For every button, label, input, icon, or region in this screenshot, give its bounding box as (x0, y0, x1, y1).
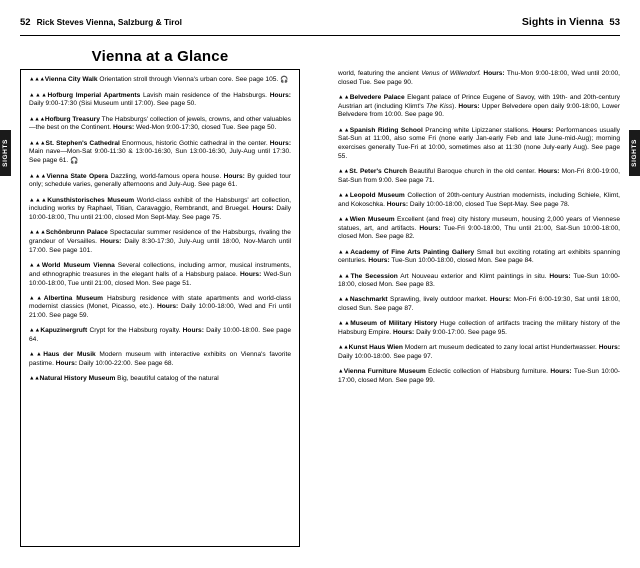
rating-stars: ▲▲ (338, 273, 351, 280)
list-item (338, 296, 620, 314)
sight-name: St. Peter's Church (349, 168, 408, 176)
list-item (29, 140, 291, 167)
hours-label: Hours: (419, 224, 441, 232)
hours-value: Wed-Mon 9:00-17:30, closed Tue. See page 50. (134, 124, 277, 132)
sight-name: Schönbrunn Palace (45, 229, 108, 237)
side-tab-right-label: SIGHTS (631, 139, 638, 167)
sight-description: Enormous, historic Gothic cathedral in the center. (119, 139, 270, 147)
hours-label: Hours: (483, 70, 505, 77)
hours-value: Tue-Fri 9:00-18:00, Thu until 21:00, Sat-Sun 10:00-18:00, closed Mon. See page 82. (338, 224, 620, 241)
audio-tour-icon: 🎧 (70, 157, 79, 165)
list-item (338, 273, 620, 291)
list-item (29, 76, 291, 85)
rating-stars: ▲▲ (29, 375, 40, 382)
rating-stars: ▲▲ (338, 344, 349, 351)
folio-left: 52 (20, 17, 31, 28)
sight-description: Big, beautiful catalog of the natural (115, 375, 219, 383)
rating-stars: ▲▲▲ (29, 116, 45, 123)
list-item (29, 92, 291, 110)
hours-value: Tue-Sun 10:00-17:00, closed Mon. See page 99. (338, 368, 620, 384)
list-item (338, 368, 620, 386)
book-title: Rick Steves Vienna, Salzburg & Tirol (36, 17, 182, 27)
list-item (338, 70, 620, 88)
rating-stars: ▲▲▲ (29, 229, 46, 236)
list-item (338, 249, 620, 267)
side-tab-left-sights (0, 130, 11, 176)
running-head-right (522, 16, 620, 28)
rating-stars: ▲▲▲ (29, 76, 45, 83)
list-item (338, 320, 620, 338)
hours-label: Hours: (458, 102, 480, 110)
sight-description-cont: ). (452, 102, 459, 110)
hours-label: Hours: (549, 272, 571, 280)
sight-name: Hofburg Treasury (44, 115, 100, 123)
running-head-left (20, 17, 182, 28)
sight-description: Lavish main residence of the Habsburgs. (140, 91, 270, 99)
page-title: Vienna at a Glance (91, 48, 229, 65)
list-item (29, 375, 291, 384)
hours-label: Hours: (538, 168, 560, 176)
hours-value: Daily 10:00-18:00, Wed and Fri until 21:00. See page 59. (29, 303, 291, 320)
sight-name: Vienna State Opera (46, 172, 109, 180)
hours-value: Performances usually Sat-Sun at 11:00, also some Fri (none early Jan-early Feb and late June-mid-Aug); morning exercises generally Tue-Fri at 10:00, sometimes also at 11:30 (none July-early Aug). See page 55. (338, 126, 620, 160)
rating-stars: ▲▲ (29, 327, 41, 334)
list-item (338, 216, 620, 242)
sight-name: Kunsthistorisches Museum (47, 196, 135, 204)
side-tab-right-sights (629, 130, 640, 176)
list-item (29, 173, 291, 191)
sight-description: Habsburg residence with state apartments and world-class modernist classics (Monet, Picasso, etc.). (29, 294, 291, 311)
rating-stars: ▲▲ (29, 295, 44, 302)
rating-stars: ▲▲▲ (29, 140, 46, 146)
hours-value: Wed-Sun 10:00-18:00, Tue until 21:00, closed Mon. See page 51. (29, 270, 292, 287)
sight-description: Elegant palace of Prince Eugene of Savoy, with 19th- and 20th-century Austrian art (including Klimt's (338, 93, 620, 110)
rating-stars: ▲▲ (338, 127, 350, 134)
sight-name: Vienna City Walk (44, 76, 98, 83)
sight-name: Museum of Military History (350, 320, 438, 328)
list-item (338, 168, 620, 186)
hours-label: Hours: (368, 257, 390, 265)
rating-stars: ▲ (338, 368, 344, 375)
rating-stars: ▲▲ (29, 262, 42, 269)
rating-stars: ▲▲ (338, 216, 350, 223)
sight-name: Naschmarkt (349, 296, 388, 304)
rating-stars: ▲▲ (338, 249, 351, 256)
chapter-title: Sights in Vienna (521, 16, 604, 28)
list-item (29, 229, 291, 255)
sight-description: Dazzling, world-famous opera house. (108, 172, 224, 180)
folio-right: 53 (609, 17, 620, 28)
sight-name: World Museum Vienna (41, 261, 115, 269)
rating-stars: ▲▲ (338, 192, 350, 199)
sight-name: Haus der Musik (43, 351, 96, 359)
sight-name: Albertina Museum (43, 294, 104, 302)
hours-value: Daily 10:00-18:00, Thu until 21:00, closed Mon Sept-May. See page 75. (29, 205, 291, 222)
sight-name: Academy of Fine Arts Painting Gallery (350, 248, 475, 256)
hours-value: Daily 9:00-17:30 (Sisi Museum until 17:00). See page 50. (29, 100, 197, 108)
rating-stars: ▲▲▲ (29, 173, 47, 180)
rating-stars: ▲▲ (29, 351, 44, 358)
rating-stars: ▲▲▲ (29, 197, 48, 204)
header-divider (20, 35, 620, 36)
sight-description: Excellent (and free) city history museum, housing 2,000 years of Viennese statues, art, and artifacts. (338, 215, 620, 232)
hours-value: Daily 10:00-22:00. See page 68. (77, 360, 174, 368)
rating-stars: ▲▲ (338, 94, 350, 101)
sight-description: Eclectic collection of Habsburg furniture. (425, 368, 551, 376)
sight-description: Collection of 20th-century Austrian modernists, including Schiele, Klimt, and Kokoschka. (338, 191, 620, 208)
hours-label: Hours: (598, 344, 621, 352)
hours-value: Mon-Fri 6:00-19:30, Sat until 18:00, closed Sun. See page 87. (338, 296, 621, 313)
rating-stars: ▲▲▲ (29, 92, 48, 99)
hours-label: Hours: (223, 172, 245, 180)
sight-description: Small but exciting rotating art exhibits spanning centuries. (338, 248, 620, 265)
side-tab-left-label: SIGHTS (2, 139, 9, 167)
sight-description: Beautiful Baroque church in the old center. (407, 168, 539, 176)
artwork-title: The Kiss (426, 102, 453, 110)
hours-value: Mon-Fri 8:00-19:00, Sat-Sun from 9:00. See page 71. (338, 168, 620, 184)
sight-description: Modern art museum dedicated to zany local artist Hundertwasser. (402, 344, 599, 352)
hours-label: Hours: (55, 360, 78, 368)
list-item (29, 351, 291, 369)
sight-description: Prancing white Lipizzaner stallions. (422, 126, 533, 134)
hours-value: Tue-Sun 10:00-18:00, closed Mon. See page 84. (389, 257, 534, 265)
sight-name: Vienna Furniture Museum (343, 368, 426, 376)
sight-name: Spanish Riding School (349, 126, 423, 134)
hours-label: Hours: (269, 139, 292, 147)
hours-label: Hours: (489, 296, 512, 304)
hours-label: Hours: (392, 329, 415, 337)
sight-description: Spectacular summer residence of the Habsburgs, rivaling the grandeur of Versailles. (29, 229, 291, 246)
sight-name: Kapuzinergruft (40, 327, 88, 335)
hours-label: Hours: (252, 205, 274, 213)
hours-value: Daily 8:30-17:30, July-Aug until 18:00, Nov-March until 17:00. See page 101. (29, 238, 291, 254)
list-item (29, 116, 291, 134)
sight-name: Natural History Museum (39, 375, 116, 383)
right-column (338, 70, 620, 386)
rating-stars: ▲▲ (338, 296, 350, 303)
list-item (29, 262, 291, 288)
sight-name: Belvedere Palace (349, 93, 405, 101)
hours-value: Daily 9:00-17:00. See page 95. (414, 329, 507, 337)
sight-description: Modern museum with interactive exhibits on Vienna's favorite pastime. (29, 351, 291, 368)
list-item (338, 127, 620, 162)
hours-label: Hours: (386, 200, 409, 208)
sight-description: Crypt for the Habsburg royalty. (87, 327, 183, 335)
list-item (29, 295, 291, 321)
sight-name: Kunst Haus Wien (348, 344, 403, 352)
hours-label: Hours: (550, 368, 572, 376)
list-item (338, 344, 620, 362)
sight-description: The Habsburgs' collection of jewels, crowns, and other valuables—the best on the Continent. (29, 115, 291, 132)
sight-description: Sprawling, lively outdoor market. (387, 296, 490, 304)
hours-label: Hours: (269, 91, 291, 99)
hours-label: Hours: (182, 327, 204, 335)
rating-stars: ▲▲ (338, 168, 350, 175)
hours-label: Hours: (100, 238, 122, 246)
sight-name: Leopold Museum (349, 191, 405, 199)
hours-value: Tue-Sun 10:00-18:00, closed Mon. See page 83. (338, 272, 620, 289)
list-item (338, 94, 620, 120)
audio-tour-icon: 🎧 (280, 76, 289, 84)
hours-label: Hours: (240, 270, 262, 278)
hours-value: Upper Belvedere open daily 9:00-18:00, Lower Belvedere from 10:00. See page 90. (338, 102, 620, 119)
hours-value: By guided tour only; schedule varies, generally afternoons and July-Aug. See page 61. (29, 172, 291, 189)
hours-label: Hours: (112, 124, 135, 132)
sight-description: Art Nouveau exterior and Klimt paintings in situ. (397, 272, 550, 280)
list-item (338, 192, 620, 210)
sight-description: Huge collection of artifacts tracing the military history of the Habsburg Empire. (338, 320, 620, 337)
hours-value: Daily 10:00-18:00. See page 64. (29, 327, 291, 344)
sight-name: The Secession (350, 272, 398, 280)
continued-text: world, featuring the ancient (338, 70, 422, 77)
sight-description: World-class exhibit of the Habsburgs' art collection, including works by Raphael, Titian, Caravaggio, Rembrandt, and Bruegel. (29, 196, 291, 213)
hours-value: Daily 10:00-18:00. See page 97. (338, 353, 433, 361)
sight-description: Orientation stroll through Vienna's urban core. See page 105. (97, 76, 281, 83)
artwork-title: Venus of Willendorf. (421, 70, 481, 77)
hours-value: Daily 10:00-18:00, closed Tue Sept-May. See page 78. (408, 200, 570, 208)
rating-stars: ▲▲ (338, 320, 351, 327)
hours-label: Hours: (157, 303, 179, 311)
list-item (29, 197, 291, 223)
hours-value: Main nave—Mon-Sat 9:00-11:30 & 13:00-16:30, Sun 13:00-16:30, July-Aug until 17:30. See page 61. (29, 148, 291, 165)
hours-value: Thu-Mon 9:00-18:00, Wed until 20:00, closed Tue. See page 90. (338, 70, 621, 86)
sight-name: Wien Museum (349, 215, 395, 223)
sight-name: Hofburg Imperial Apartments (47, 91, 141, 99)
list-item (29, 327, 291, 345)
sight-name: St. Stephen's Cathedral (45, 139, 120, 147)
hours-label: Hours: (532, 126, 554, 134)
sight-description: Several collections, including armor, musical instruments, and ethnographic treasures in the elegant halls of a Habsburg palace. (29, 261, 291, 278)
left-column (29, 76, 291, 384)
